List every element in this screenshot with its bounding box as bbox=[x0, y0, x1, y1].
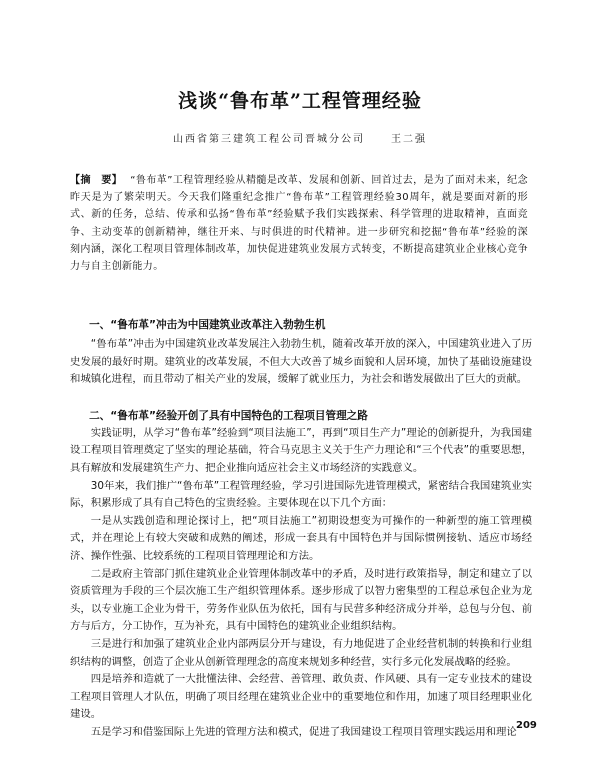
paper-title: 浅谈“鲁布革”工程管理经验 bbox=[178, 90, 422, 112]
author-line bbox=[0, 130, 600, 145]
section-2-paragraph-5: 三是进行和加强了建筑业企业内部两层分开与建设，有力地促进了企业经营机制的转换和行业组织结构的调整，创造了企业从创新管理理念的高度来规划多种经营，实行多元化发展战略的经验。 bbox=[70, 637, 532, 668]
section-1-paragraph: “鲁布革”冲击为中国建筑业改革发展注入勃勃生机，随着改革开放的深入，中国建筑业进入了历史发展的最好时期。建筑业的改革发展，不但大大改善了城乡面貌和人居环境，加快了基础设施建设和城镇化进程，而且带动了相关产业的发展，缓解了就业压力，为社会和谐发展做出了巨大的贡献。 bbox=[70, 338, 532, 386]
section-2-paragraph-4: 二是政府主管部门抓住建筑业企业管理体制改革中的矛盾，及时进行政策指导，制定和建立了以资质管理为手段的三个层次施工生产组织管理体系。逐步形成了以智力密集型的工程总承包企业为龙头，以专业施工企业为骨干，劳务作业队伍为依托，国有与民营多种经济成分并举，总包与分包、前方与后方，分工协作，互为补充，具有中国特色的建筑业企业组织结构。 bbox=[70, 567, 532, 633]
section-2-paragraph-2: 30年来，我们推广“鲁布革”工程管理经验，学习引进国际先进管理模式，紧密结合我国建筑业实际，积累形成了具有自己特色的宝贵经验。主要体现在以下几个方面： bbox=[70, 479, 532, 510]
abstract-label: 【摘 要】 bbox=[70, 175, 123, 186]
author-affiliation: 山西省第三建筑工程公司晋城分公司 bbox=[173, 134, 365, 145]
section-heading-1: 一、“鲁布革”冲击为中国建筑业改革注入勃勃生机 bbox=[89, 319, 326, 331]
section-2-paragraph-1: 实践证明，从学习“鲁布革”经验到“项目法施工”，再到“项目生产力”理论的创新提升，为我国建设工程项目管理奠定了坚实的理论基础，符合马克思主义关于生产力理论和“三个代表”的重要思想，具有解放和发展建筑生产力、把企业推向适应社会主义市场经济的实践意义。 bbox=[70, 426, 532, 474]
section-2-paragraph-3: 一是从实践创造和理论探讨上，把“项目法施工”初期设想变为可操作的一种新型的施工管理模式，并在理论上有较大突破和成熟的阐述，形成一套具有中国特色并与国际惯例接轨、适应市场经济、操作性强、比较系统的工程项目管理理论和方法。 bbox=[70, 514, 532, 562]
section-2-paragraph-6: 四是培养和造就了一大批懂法律、会经营、善管理、敢负责、作风硬、具有一定专业技术的建设工程项目管理人才队伍，明确了项目经理在建筑业企业中的重要地位和作用，加速了项目经理职业化建设。 bbox=[70, 673, 532, 721]
section-2-paragraph-7: 五是学习和借鉴国际上先进的管理方法和模式，促进了我国建设工程项目管理实践运用和理论 bbox=[90, 725, 517, 738]
page-number: 209 bbox=[516, 720, 537, 731]
abstract-text: “鲁布革”工程管理经验从精髓是改革、发展和创新、回首过去，是为了面对未来，纪念昨天是为了繁荣明天。今天我们隆重纪念推广“鲁布革”工程管理经验30周年，就是要面对新的形式、新的任务，总结、传承和弘扬“鲁布革”经验赋予我们实践探索、科学管理的进取精神，直面竞争、主动变革的创新精神，继往开来、与时俱进的时代精神。进一步研究和挖掘“鲁布革”经验的深刻内涵，深化工程项目管理体制改革，加快促进建筑业发展方式转变，不断提高建筑业企业核心竞争力与自主创新能力。 bbox=[70, 175, 529, 273]
author-name: 王二强 bbox=[391, 134, 427, 145]
paper-body bbox=[70, 316, 532, 741]
section-heading-2: 二、“鲁布革”经验开创了具有中国特色的工程项目管理之路 bbox=[89, 409, 368, 422]
abstract bbox=[70, 172, 528, 275]
